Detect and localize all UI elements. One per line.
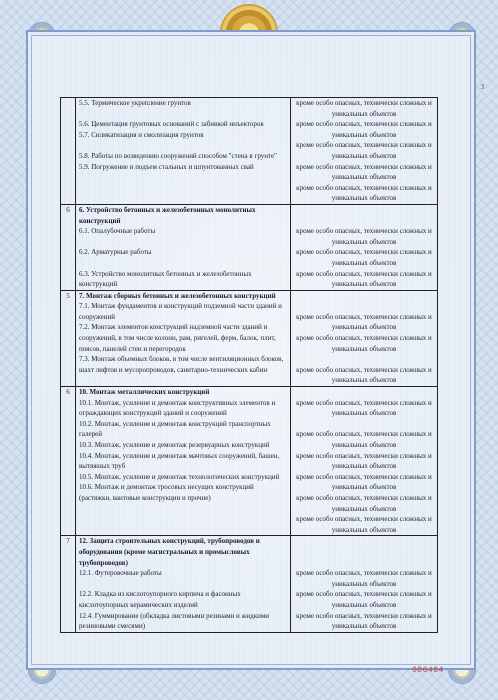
condition-cell [291, 387, 438, 536]
condition-cell [291, 98, 438, 205]
work-cell [76, 536, 291, 632]
work-item: 5.7. Силикатизация и смолизация грунтов [79, 130, 204, 139]
condition-cell [291, 204, 438, 290]
work-cell [76, 387, 291, 536]
row-number: 5 [61, 290, 76, 386]
condition-text: кроме особо опасных, технически сложных и уникальных объектов [296, 611, 432, 631]
work-item: 10.3. Монтаж, усиление и демонтаж резервуарных конструкций [79, 441, 270, 449]
work-item: 10.5. Монтаж, усиление и демонтаж технологических конструкций [79, 472, 280, 481]
work-item: 10.4. Монтаж, усиление и демонтаж мачтовых сооружений, башен, вытяжных труб [79, 451, 280, 471]
condition-text: кроме особо опасных, технически сложных и уникальных объектов [296, 162, 432, 182]
work-item: 6.3. Устройство монолитных бетонных и железобетонных конструкций [79, 269, 252, 289]
condition-text: кроме особо опасных, технически сложных и уникальных объектов [296, 334, 432, 353]
condition-cell [291, 536, 438, 632]
condition-text: кроме особо опасных, технически сложных и уникальных объектов [296, 398, 432, 418]
work-item: 5.6. Цементация грунтовых оснований с забивкой инъекторов [79, 120, 264, 129]
condition-text: кроме особо опасных, технически сложных и уникальных объектов [296, 120, 432, 139]
work-item: 7.2. Монтаж элементов конструкций надземной части зданий и сооружений, в том числе колонн, рам, ригелей, ферм, балок, плит, поясов, панелей стен и перегородок [79, 323, 276, 353]
work-item: 12.1. Футеровочные работы [79, 569, 162, 578]
permits-table [60, 97, 438, 633]
condition-text: кроме особо опасных, технически сложных и уникальных объектов [296, 227, 432, 246]
condition-text: кроме особо опасных, технически сложных и уникальных объектов [296, 472, 432, 492]
condition-text: кроме особо опасных, технически сложных и уникальных объектов [296, 493, 432, 513]
condition-text: кроме особо опасных, технически сложных и уникальных объектов [296, 312, 432, 332]
work-item: 10.1. Монтаж, усиление и демонтаж конструктивных элементов и ограждающих конструкций зданий и сооружений [79, 398, 276, 418]
work-item: 5.8. Работы по возведению сооружений способом "стена в грунте" [79, 151, 278, 160]
table-row [61, 98, 438, 205]
group-title: 10. Монтаж металлических конструкций [79, 388, 210, 397]
group-title: 7. Монтаж сборных бетонных и железобетонных конструкций [79, 291, 276, 300]
work-cell [76, 204, 291, 290]
condition-text: кроме особо опасных, технически сложных и уникальных объектов [296, 515, 432, 534]
work-item: 10.2. Монтаж, усиление и демонтаж конструкций транспортных галерей [79, 419, 271, 439]
group-title: 12. Защита строительных конструкций, трубопроводов и оборудования (кроме магистральных и промысловых трубопроводов) [79, 537, 260, 567]
condition-text: кроме особо опасных, технически сложных и уникальных объектов [296, 365, 432, 385]
work-item: 5.9. Погружение и подъем стальных и шпунтованных свай [79, 162, 254, 171]
condition-text: кроме особо опасных, технически сложных и уникальных объектов [296, 569, 432, 588]
group-title: 6. Устройство бетонных и железобетонных монолитных конструкций [79, 205, 256, 225]
condition-text: кроме особо опасных, технически сложных и уникальных объектов [296, 590, 432, 609]
condition-text: кроме особо опасных, технически сложных и уникальных объектов [296, 269, 432, 289]
work-item: 7.1. Монтаж фундаментов и конструкций подземной части зданий и сооружений [79, 302, 282, 321]
condition-text: кроме особо опасных, технически сложных и уникальных объектов [296, 141, 432, 160]
work-item: 7.3. Монтаж объемных блоков, в том числе вентиляционных блоков, шахт лифтов и мусоропроводов, санитарно-технических кабин [79, 355, 284, 374]
table-row [61, 387, 438, 536]
condition-text: кроме особо опасных, технически сложных и уникальных объектов [296, 451, 432, 471]
work-item: 12.4. Гуммирование (обкладка листовыми резинами и жидкими резиновыми смесями) [79, 611, 270, 631]
condition-text: кроме особо опасных, технически сложных и уникальных объектов [296, 183, 432, 203]
table-row [61, 536, 438, 632]
work-item: 10.6. Монтаж и демонтаж тросовых несущих конструкций (растяжки, вантовые конструкции и прочие) [79, 483, 254, 502]
table-row [61, 290, 438, 386]
row-number [61, 98, 76, 205]
work-cell [76, 290, 291, 386]
condition-cell [291, 290, 438, 386]
row-number: 6 [61, 204, 76, 290]
row-number: 7 [61, 536, 76, 632]
condition-text: кроме особо опасных, технически сложных и уникальных объектов [296, 430, 432, 449]
condition-text: кроме особо опасных, технически сложных и уникальных объектов [296, 248, 432, 267]
work-item: 6.1. Опалубочные работы [79, 227, 156, 236]
work-item: 12.2. Кладка из кислотоупорного кирпича и фасонных кислотоупорных керамических изделий [79, 590, 241, 609]
table-row [61, 204, 438, 290]
serial-number: 006404 [412, 666, 444, 675]
work-item: 5.5. Термическое укрепление грунтов [79, 99, 191, 107]
page-number: 3 [480, 83, 484, 91]
work-cell [76, 98, 291, 205]
work-item: 6.2. Арматурные работы [79, 248, 152, 257]
condition-text: кроме особо опасных, технически сложных и уникальных объектов [296, 99, 432, 118]
row-number: 6 [61, 387, 76, 536]
